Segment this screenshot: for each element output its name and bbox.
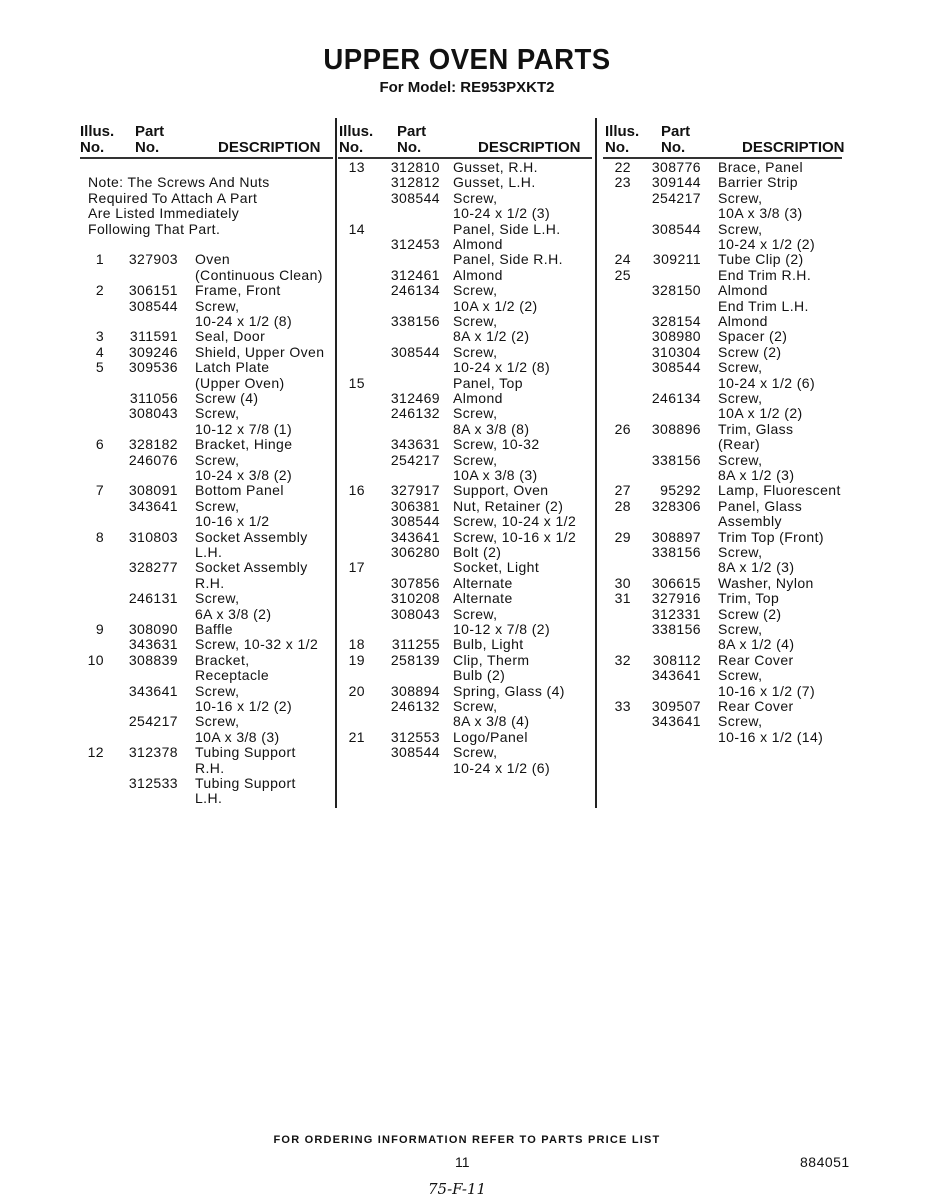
table-row [0,576,944,591]
part-description: 10-24 x 1/2 (6) [718,374,816,391]
part-description: Panel, Side L.H. [453,220,561,237]
part-description: Screw, [718,544,763,560]
part-description: Bolt (2) [453,544,502,560]
part-description: Trim Top (Front) [718,528,824,545]
note-line: Following That Part. [88,220,221,237]
illus-number: 4 [95,343,104,360]
illus-number: 26 [614,420,631,437]
part-number: 308544 [651,220,701,237]
part-number: 309211 [652,251,701,268]
illus-number: 28 [614,497,631,514]
part-description: Screw, [195,405,240,422]
illus-number: 7 [95,482,104,499]
note-line: Are Listed Immediately [88,205,240,222]
part-number: 308839 [128,651,178,668]
illus-number: 5 [95,359,104,376]
table-row [0,699,944,714]
part-description: Socket, Light [453,559,540,576]
part-description: Clip, Therm [453,651,530,668]
table-row [0,745,944,760]
part-description: 10-16 x 1/2 (14) [718,728,824,745]
header-underline [80,157,333,159]
table-row [0,175,944,190]
part-number: 95292 [660,482,701,499]
part-number: 308896 [651,420,701,437]
part-description: Tube Clip (2) [718,251,804,268]
part-description: Socket Assembly [195,559,308,576]
part-description: Screw, [453,282,498,299]
table-row [0,437,944,452]
part-number: 311591 [129,328,178,345]
header-part: Part [661,123,691,140]
illus-number: 16 [348,482,365,499]
part-number: 308894 [390,682,440,699]
part-number: 308897 [651,528,701,545]
part-description: Barrier Strip [718,174,798,191]
part-description: Trim, Glass [718,420,794,437]
part-number: 309536 [128,359,178,376]
part-description: L.H. [195,790,223,807]
illus-number: 2 [95,282,104,299]
part-number: 308980 [651,328,701,345]
table-row [0,591,944,606]
table-row [0,453,944,468]
part-description: Bracket, [195,651,250,668]
table-row [0,607,944,622]
part-number: 311056 [129,390,178,406]
part-number: 308090 [128,621,178,637]
table-row [0,530,944,545]
part-description: Bracket, Hinge [195,436,293,453]
part-number: 258139 [390,651,440,668]
illus-number: 8 [95,528,104,545]
part-description: Frame, Front [195,282,281,299]
part-number: 338156 [651,544,701,560]
part-description: Screw, [718,667,763,684]
part-number: 246076 [128,451,178,468]
part-number: 306381 [390,497,440,514]
table-row [0,376,944,391]
ordering-note: FOR ORDERING INFORMATION REFER TO PARTS PRICE LIST [273,1134,661,1146]
illus-number: 6 [95,436,104,453]
part-number: 312812 [390,174,440,191]
part-description: Screw, [718,220,763,237]
part-number: 246132 [390,698,440,714]
part-number: 246131 [128,590,178,607]
part-description: Panel, Top [453,374,523,391]
part-description: Panel, Side R.H. [453,251,563,268]
illus-number: 9 [95,621,104,637]
table-row [0,160,944,175]
part-description: 10-24 x 1/2 (8) [453,359,551,376]
part-description: 10-24 x 1/2 (3) [453,205,551,222]
part-description: Baffle [195,621,233,637]
part-description: Alternate [453,574,513,591]
part-number: 308544 [390,513,440,530]
part-description: 10A x 1/2 (2) [453,297,538,314]
part-number: 246134 [651,390,701,406]
part-description: End Trim R.H. [718,266,812,283]
part-number: 343641 [390,528,440,545]
illus-number: 31 [614,590,631,607]
part-number: 338156 [651,451,701,468]
table-row [0,252,944,267]
illus-number: 23 [614,174,631,191]
part-description: 8A x 1/2 (3) [718,467,795,483]
document-code: 884051 [800,1154,850,1170]
part-number: 309144 [651,174,701,191]
part-description: Tubing Support [195,744,296,761]
table-row [0,622,944,637]
illus-number: 3 [95,328,104,345]
table-row [0,637,944,652]
table-row [0,299,944,314]
part-description: 8A x 3/8 (4) [453,713,530,730]
table-row [0,761,944,776]
part-number: 328150 [651,282,701,299]
part-number: 343641 [651,667,701,684]
part-description: 10-24 x 1/2 (6) [453,759,551,776]
part-description: Almond [453,266,503,283]
part-number: 307856 [390,574,440,591]
header-illus: Illus. [80,123,115,140]
part-description: Screw, [453,313,498,329]
part-description: 8A x 1/2 (4) [718,636,795,653]
part-description: Almond [453,236,503,252]
part-number: 254217 [128,713,178,730]
table-row [0,653,944,668]
part-description: (Continuous Clean) [195,266,323,283]
part-description: 10-12 x 7/8 (1) [195,420,293,437]
table-row [0,345,944,360]
part-description: Spring, Glass (4) [453,682,565,699]
illus-number: 10 [87,651,104,668]
part-number: 327903 [128,251,178,268]
header-illus: Illus. [605,123,640,140]
illus-number: 22 [614,159,631,175]
header-illus: Illus. [339,123,374,140]
part-description: Screw, [718,621,763,637]
part-number: 254217 [390,451,440,468]
part-description: 10-24 x 1/2 (2) [718,236,816,252]
part-description: Rear Cover [718,698,794,714]
table-row [0,483,944,498]
part-description: 10A x 3/8 (3) [718,205,803,222]
part-number: 306151 [128,282,178,299]
part-description: Tubing Support [195,775,296,791]
part-description: (Rear) [718,436,761,453]
illus-number: 17 [348,559,365,576]
part-number: 328154 [651,313,701,329]
table-row [0,237,944,252]
part-description: (Upper Oven) [195,374,285,391]
part-number: 312331 [651,605,701,622]
part-number: 327917 [390,482,440,499]
table-row [0,668,944,683]
part-description: Support, Oven [453,482,549,499]
part-number: 312378 [128,744,178,761]
part-description: Screw, [453,343,498,360]
part-description: Screw, [195,590,240,607]
part-number: 310803 [128,528,178,545]
illus-number: 19 [348,651,365,668]
part-description: Screw, [195,497,240,514]
part-number: 308544 [390,744,440,761]
part-description: Assembly [718,513,782,530]
illus-number: 15 [348,374,365,391]
part-description: Screw, [453,744,498,761]
part-number: 308544 [390,343,440,360]
part-description: 10-16 x 1/2 (2) [195,698,293,714]
part-number: 328306 [651,497,701,514]
model-subtitle: For Model: RE953PXKT2 [379,79,555,96]
part-description: Screw, 10-32 [453,436,540,453]
part-description: Screw (2) [718,343,782,360]
part-number: 343641 [128,682,178,699]
note-line: Required To Attach A Part [88,189,258,206]
part-description: Screw, [718,451,763,468]
part-description: 10-16 x 1/2 (7) [718,682,816,699]
part-description: 10A x 3/8 (3) [453,467,538,483]
illus-number: 29 [614,528,631,545]
table-row [0,191,944,206]
part-description: Trim, Top [718,590,780,607]
part-description: Spacer (2) [718,328,788,345]
table-row [0,545,944,560]
part-description: Bottom Panel [195,482,284,499]
part-description: 10A x 3/8 (3) [195,728,280,745]
illus-number: 33 [614,698,631,714]
part-number: 254217 [651,189,701,206]
part-number: 328182 [128,436,178,453]
table-row [0,360,944,375]
part-number: 343641 [128,497,178,514]
part-description: Seal, Door [195,328,266,345]
table-row [0,714,944,729]
part-number: 308776 [651,159,701,175]
table-row [0,391,944,406]
table-row [0,283,944,298]
part-number: 311255 [391,636,440,653]
part-description: Screw, 10-24 x 1/2 [453,513,577,530]
part-description: Screw, [195,297,240,314]
part-description: R.H. [195,574,225,591]
table-row [0,791,944,806]
page-title: UPPER OVEN PARTS [323,44,611,76]
part-number: 308544 [128,297,178,314]
part-description: Screw, [453,605,498,622]
header-part-no: No. [135,139,160,156]
table-row [0,499,944,514]
part-description: 8A x 3/8 (8) [453,420,530,437]
part-description: Brace, Panel [718,159,803,175]
table-row [0,560,944,575]
part-description: L.H. [195,544,223,560]
illus-number: 27 [614,482,631,499]
part-description: Screw, [195,682,240,699]
table-row [0,468,944,483]
part-description: Gusset, L.H. [453,174,536,191]
part-description: Screw, [453,698,498,714]
part-description: Latch Plate [195,359,270,376]
part-number: 312533 [128,775,178,791]
note-line: Note: The Screws And Nuts [88,174,270,191]
header-part-no: No. [397,139,422,156]
part-description: 10-12 x 7/8 (2) [453,621,551,637]
part-number: 246132 [390,405,440,422]
page-number: 11 [455,1154,470,1170]
part-number: 310304 [651,343,701,360]
part-number: 312553 [390,728,440,745]
part-description: Screw, [718,359,763,376]
illus-number: 25 [614,266,631,283]
part-number: 308112 [652,651,701,668]
header-part: Part [135,123,165,140]
part-description: Screw, [453,189,498,206]
part-description: Alternate [453,590,513,607]
part-description: Screw, [718,390,763,406]
part-description: 10A x 1/2 (2) [718,405,803,422]
part-description: Bulb, Light [453,636,524,653]
part-description: Oven [195,251,231,268]
table-row [0,776,944,791]
part-number: 312810 [390,159,440,175]
table-row [0,684,944,699]
part-description: Washer, Nylon [718,574,814,591]
part-number: 308544 [651,359,701,376]
part-description: 8A x 1/2 (3) [718,559,795,576]
part-description: Panel, Glass [718,497,803,514]
header-part-no: No. [661,139,686,156]
illus-number: 20 [348,682,365,699]
part-description: Almond [453,390,503,406]
part-number: 312469 [390,390,440,406]
illus-number: 14 [348,220,365,237]
part-number: 309246 [128,343,178,360]
header-description: DESCRIPTION [742,139,845,156]
part-description: Screw, [718,189,763,206]
part-number: 309507 [651,698,701,714]
illus-number: 12 [87,744,104,761]
part-description: Receptacle [195,667,270,684]
illus-number: 1 [95,251,104,268]
part-description: Socket Assembly [195,528,308,545]
handwritten-note: 75-F-11 [428,1180,487,1198]
part-number: 308091 [128,482,178,499]
part-number: 328277 [128,559,178,576]
part-number: 312461 [390,266,440,283]
header-part: Part [397,123,427,140]
part-number: 308043 [128,405,178,422]
header-description: DESCRIPTION [218,139,321,156]
part-description: Screw, 10-16 x 1/2 [453,528,577,545]
table-row [0,406,944,421]
part-number: 308043 [390,605,440,622]
part-description: Screw, [195,451,240,468]
part-description: Rear Cover [718,651,794,668]
part-description: 10-24 x 1/2 (8) [195,313,293,329]
illus-number: 13 [348,159,365,175]
table-row [0,422,944,437]
part-description: Shield, Upper Oven [195,343,325,360]
part-description: 10-16 x 1/2 [195,513,270,530]
part-number: 310208 [390,590,440,607]
part-number: 246134 [390,282,440,299]
illus-number: 30 [614,574,631,591]
part-description: R.H. [195,759,225,776]
table-row [0,329,944,344]
header-illus-no: No. [339,139,364,156]
part-number: 312453 [390,236,440,252]
table-row [0,730,944,745]
table-row [0,514,944,529]
part-number: 327916 [651,590,701,607]
part-description: Screw, [453,405,498,422]
part-description: Screw, [195,713,240,730]
part-description: Screw (4) [195,390,259,406]
part-description: 8A x 1/2 (2) [453,328,530,345]
part-description: Almond [718,313,768,329]
illus-number: 24 [614,251,631,268]
part-number: 338156 [651,621,701,637]
part-number: 343631 [390,436,440,453]
part-number: 306280 [390,544,440,560]
part-description: Screw, 10-32 x 1/2 [195,636,319,653]
header-illus-no: No. [80,139,105,156]
part-description: Gusset, R.H. [453,159,538,175]
part-number: 338156 [390,313,440,329]
table-row [0,206,944,221]
part-number: 308544 [390,189,440,206]
part-description: Screw, [718,713,763,730]
part-description: Almond [718,282,768,299]
part-description: Logo/Panel [453,728,528,745]
part-description: Screw, [453,451,498,468]
part-number: 343641 [651,713,701,730]
table-row [0,222,944,237]
illus-number: 18 [348,636,365,653]
header-description: DESCRIPTION [478,139,581,156]
table-row [0,268,944,283]
table-row [0,314,944,329]
part-description: Screw (2) [718,605,782,622]
part-description: 10-24 x 3/8 (2) [195,467,293,483]
part-number: 306615 [651,574,701,591]
illus-number: 32 [614,651,631,668]
part-description: Nut, Retainer (2) [453,497,564,514]
part-description: 6A x 3/8 (2) [195,605,272,622]
part-description: Lamp, Fluorescent [718,482,841,499]
header-illus-no: No. [605,139,630,156]
part-description: Bulb (2) [453,667,506,684]
part-description: End Trim L.H. [718,297,809,314]
part-number: 343631 [128,636,178,653]
illus-number: 21 [348,728,365,745]
